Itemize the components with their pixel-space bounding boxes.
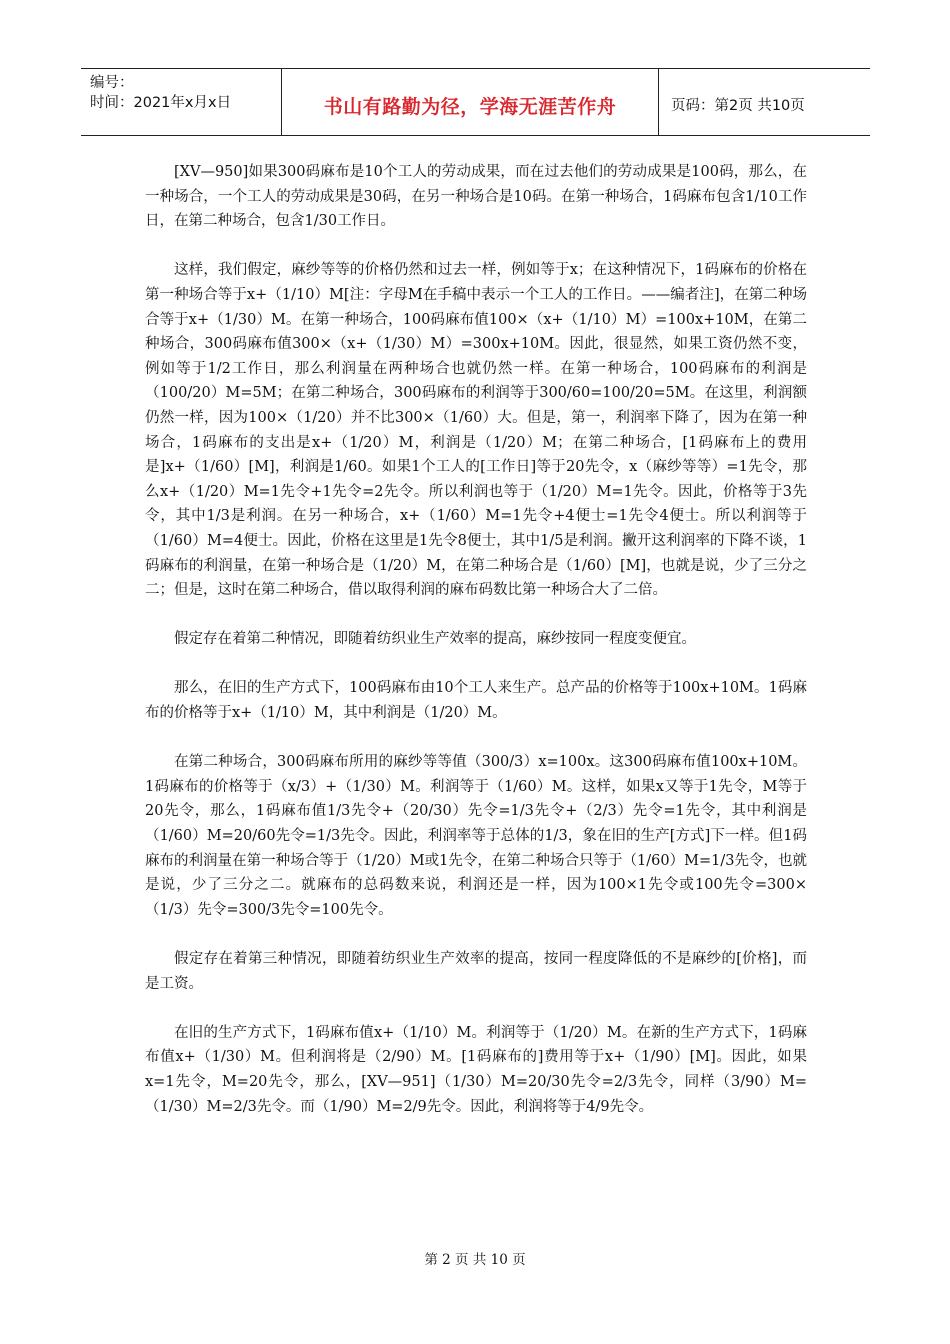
body-paragraph: 这样，我们假定，麻纱等等的价格仍然和过去一样，例如等于x；在这种情况下，1码麻布的价格在第一种场合等于x+（1/10）M[注：字母M在手稿中表示一个工人的工作日。——编者注]，在第二种场合等于x+（1/30）M。在第一种场合，100码麻布值100×（x+（1/10）M）=100x+10M，在第二种场合，300码麻布值300×（x+（1/30）M）=300x+10M。因此，很显然，如果工资仍然不变，例如等于1/2工作日，那么利润量在两种场合也就仍然一样。在第一种场合，100码麻布的利润是（100/20）M=5M；在第二种场合，300码麻布的利润等于300/60=100/20=5M。在这里，利润额仍然一样，因为100×（1/20）并不比300×（1/60）大。但是，第一，利润率下降了，因为在第一种场合，1码麻布的支出是x+（1/20）M，利润是（1/20）M；在第二种场合，[1码麻布上的费用是]x+（1/60）[M]，利润是1/60。如果1个工人的[工作日]等于20先令，x（麻纱等等）=1先令，那么x+（1/20）M=1先令+1先令=2先令。所以利润也等于（1/20）M=1先令。因此，价格等于3先令，其中1/3是利润。在另一种场合，x+（1/60）M=1先令+4便士=1先令4便士。所以利润等于（1/60）M=4便士。因此，价格在这里是1先令8便士，其中1/5是利润。撇开这利润率的下降不谈，1码麻布的利润量，在第一种场合是（1/20）M，在第二种场合是（1/60）[M]，也就是说，少了三分之二；但是，这时在第二种场合，借以取得利润的麻布码数比第一种场合大了二倍。 xyxy=(145,262,807,599)
header-meta-cell xyxy=(81,69,282,135)
footer-page-number: 第 2 页 共 10 页 xyxy=(424,1252,526,1268)
header-motto: 书山有路勤为径，学海无涯苦作舟 xyxy=(323,95,617,118)
body-paragraph: [XV—950]如果300码麻布是10个工人的劳动成果，而在过去他们的劳动成果是100码，那么，在一种场合，一个工人的劳动成果是30码，在另一种场合是10码。在第一种场合，1码麻布包含1/10工作日，在第二种场合，包含1/30工作日。 xyxy=(145,164,807,230)
document-body xyxy=(145,160,807,1144)
document-date-label: 时间：2021年x月x日 xyxy=(90,95,232,111)
document-number-label: 编号： xyxy=(90,75,134,91)
body-paragraph: 假定存在着第二种情况，即随着纺织业生产效率的提高，麻纱按同一程度变便宜。 xyxy=(174,631,696,648)
body-paragraph: 假定存在着第三种情况，即随着纺织业生产效率的提高，按同一程度降低的不是麻纱的[价格]，而是工资。 xyxy=(145,951,807,992)
header-page-info: 页码：第2页 共10页 xyxy=(671,97,805,114)
body-paragraph: 在旧的生产方式下，1码麻布值x+（1/10）M。利润等于（1/20）M。在新的生产方式下，1码麻布值x+（1/30）M。但利润将是（2/90）M。[1码麻布的]费用等于x+（1/90）[M]。因此，如果x=1先令，M=20先令，那么，[XV—951]（1/30）M=20/30先令=2/3先令，同样（3/90）M=（1/30）M=2/3先令。而（1/90）M=2/9先令。因此，利润将等于4/9先令。 xyxy=(145,1024,807,1115)
body-paragraph: 那么，在旧的生产方式下，100码麻布由10个工人来生产。总产品的价格等于100x+10M。1码麻布的价格等于x+（1/10）M，其中利润是（1/20）M。 xyxy=(145,680,807,722)
page-footer xyxy=(0,1248,950,1268)
body-paragraph: 在第二种场合，300码麻布所用的麻纱等等值（300/3）x=100x。这300码麻布值100x+10M。1码麻布的价格等于（x/3）+（1/30）M。利润等于（1/60）M。这样，如果x又等于1先令，M等于20先令，那么，1码麻布值1/3先令+（20/30）先令=1/3先令+（2/3）先令=1先令，其中利润是（1/60）M=20/60先令=1/3先令。因此，利润率等于总体的1/3，象在旧的生产[方式]下一样。但1码麻布的利润量在第一种场合等于（1/20）M或1先令，在第二种场合只等于（1/60）M=1/3先令，也就是说，少了三分之二。就麻布的总码数来说，利润还是一样，因为100×1先令或100先令=300×（1/3）先令=300/3先令=100先令。 xyxy=(145,754,807,918)
page-header xyxy=(81,68,870,136)
header-motto-cell xyxy=(282,69,659,135)
header-page-cell xyxy=(659,69,870,135)
